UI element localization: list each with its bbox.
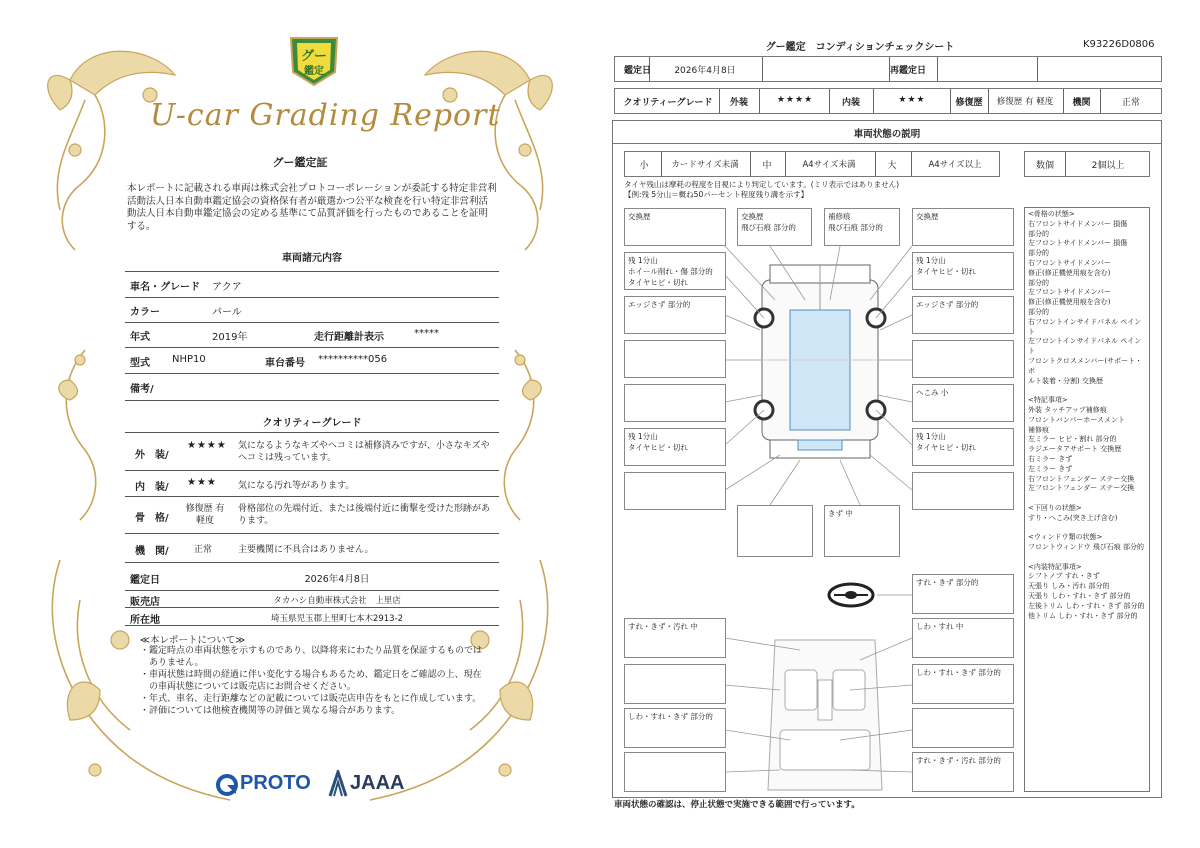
section-title: 車両状態の説明 xyxy=(853,129,921,140)
damage-box-int-right-3 xyxy=(912,708,1014,748)
damage-box-tire-rr: 残 1分山 タイヤヒビ・切れ xyxy=(912,428,1014,466)
damage-box-steering: すれ・きず 部分的 xyxy=(912,574,1014,614)
damage-box-int-right-2: しわ・すれ・きず 部分的 xyxy=(912,664,1014,704)
frame-value: 修復歴 有 軽度 xyxy=(185,504,225,526)
frame-desc: 骨格部位の先端付近、または後端付近に衝撃を受けた形跡があります。 xyxy=(238,504,491,526)
interior-stars: ★★★ xyxy=(187,477,217,488)
exterior-desc: 気になるようなキズやヘコミは補修済みですが、小さなキズやヘコミは残っています。 xyxy=(238,441,490,463)
damage-box-hood-right: 補修痕 飛び石痕 部分的 xyxy=(824,208,900,246)
engine-value: 正常 xyxy=(194,545,213,555)
ext-label: 外装 xyxy=(729,98,748,108)
year-label: 年式 xyxy=(130,332,150,343)
damage-box-right-5: へこみ 小 xyxy=(912,384,1014,422)
damage-box-int-left-4 xyxy=(624,752,726,792)
address-label: 所在地 xyxy=(130,615,160,626)
about-list xyxy=(140,645,490,717)
engine-desc: 主要機関に不具合はありません。 xyxy=(238,545,374,555)
damage-box-int-left-2 xyxy=(624,664,726,704)
chassis-label: 車台番号 xyxy=(265,358,305,369)
address-value: 埼玉県児玉郡上里町七本木2913-2 xyxy=(270,614,404,624)
certificate-subtitle: グー鑑定証 xyxy=(272,156,328,169)
damage-box-right-7 xyxy=(912,472,1014,510)
date-value: 2026年4月8日 xyxy=(304,574,370,585)
shop-label: 販売店 xyxy=(130,597,160,608)
sheet-title: グー鑑定 コンディションチェックシート xyxy=(765,42,955,53)
damage-box-int-left-1: すれ・きず・汚れ 中 xyxy=(624,618,726,658)
car-name-label: 車名・グレード xyxy=(130,282,200,293)
damage-box-left-7 xyxy=(624,472,726,510)
size-small-desc: カードサイズ未満 xyxy=(671,160,739,170)
size-mid-desc: A4サイズ未満 xyxy=(802,160,856,170)
quality-heading: クオリティーグレード xyxy=(262,418,362,429)
quality-grade-label: クオリティーグレード xyxy=(623,98,713,108)
about-item: ・ 年式、車名、走行距離などの記載については販売店申告をもとに作成しています。 xyxy=(140,694,482,704)
damage-box-rear-right: きず 中 xyxy=(824,505,900,557)
script-title: U-car Grading Report xyxy=(150,98,501,133)
size-large: 大 xyxy=(887,161,897,171)
mileage-label: 走行距離計表示 xyxy=(314,332,384,343)
interior-label: 内 装/ xyxy=(135,482,169,493)
year-value: 2019年 xyxy=(212,332,248,343)
damage-box-left-5 xyxy=(624,384,726,422)
frame-label: 骨 格/ xyxy=(135,513,169,524)
color-label: カラー xyxy=(130,307,160,318)
size-small: 小 xyxy=(639,161,649,171)
proto-logo: PROTO xyxy=(240,772,311,794)
damage-box-right-3: エッジさず 部分的 xyxy=(912,296,1014,334)
sheet-footer: 車両状態の確認は、停止状態で実施できる範囲で行っています。 xyxy=(614,800,860,810)
date-value: 2026年4月8日 xyxy=(674,66,736,76)
about-item: ・ 評価については他検査機関等の評価と異なる場合があります。 xyxy=(140,706,401,716)
jaaa-logo: JAAA xyxy=(350,772,405,794)
svg-text:グー: グー xyxy=(300,49,328,64)
tire-note-2: 【例:残 5分山＝概ね50パーセント程度残り溝を示す】 xyxy=(624,190,809,199)
chassis-value: **********056 xyxy=(318,354,388,365)
exterior-stars: ★★★★ xyxy=(187,440,227,451)
mileage-value: ***** xyxy=(414,328,439,339)
proto-logo-icon xyxy=(215,773,239,797)
model-label: 型式 xyxy=(130,358,150,369)
condition-check-sheet xyxy=(600,0,1200,848)
engine-value: 正常 xyxy=(1121,98,1140,108)
damage-box-left-4 xyxy=(624,340,726,378)
size-large-desc: A4サイズ以上 xyxy=(928,160,982,170)
damage-box-hood-left: 交換歴 飛び石痕 部分的 xyxy=(737,208,812,246)
goo-kantei-logo-icon xyxy=(287,30,341,88)
notes-label: 備考/ xyxy=(130,384,154,395)
size-mid: 中 xyxy=(762,161,772,171)
date-label: 鑑定日 xyxy=(624,66,652,76)
certificate-intro: 本レポートに記載される車両は株式会社プロトコーポレーションが委託する特定非営利活動法人日本自動車鑑定協会の資格保有者が厳選かつ公平な検査を行い特定非営利活動法人日本自動車鑑定協会の定める基準にて品質評価を行ったものであることを証明する。 xyxy=(127,183,497,232)
shop-value: タカハシ自動車株式会社 上里店 xyxy=(273,596,401,606)
about-item: ・ 車両状態は時間の経過に伴い変化する場合もあるため、鑑定日をご確認の上、現在の車両状態については販売店にお問合せください。 xyxy=(140,670,482,692)
engine-label: 機関 xyxy=(1072,98,1091,108)
color-value: パール xyxy=(212,307,242,318)
damage-box-left-3: エッジさず 部分的 xyxy=(624,296,726,334)
condition-notes: <骨格の状態> 右フロントサイドメンバー 損傷 部分的 左フロントサイドメンバー 損傷 部分的 右フロントサイドメンバー 修正(修正機使用痕を含む) 部分的 左フロントサイドメンバー 修正(修正機使用痕を含む) 部分的 右フロントインサイドパネル ペイント 左フロントインサイドパネル ペイント フロントクロスメンバー(サポート・ボ ルト装着・分割) 交換歴 <特記事項> 外装 タッチアップ補修痕 フロントバンパーホースメント 補修痕 左ミラー ヒビ・割れ 部分的 ラジエータアサポート 交換歴 右ミラー きず 左ミラー きず 右フロントフェンダー ステー交換 左フロントフェンダー ステー交換 <下回りの状態> すり・へこみ(突き上げ含む) <ウィンドウ類の状態> フロントウィンドウ 飛び石痕 部分的 <内装特記事項> シフトノブ すれ・きず 天張り しみ・汚れ 部分的 天張り しわ・すれ・きず 部分的 左後トリム しわ・すれ・きず 部分的 他トリム しわ・すれ・きず 部分的 xyxy=(1028,210,1145,620)
damage-box-int-right-1: しわ・すれ 中 xyxy=(912,618,1014,658)
damage-box-tire-fl: 残 1分山 ホイール削れ・傷 部分的 タイヤヒビ・切れ xyxy=(624,252,726,290)
int-label: 内装 xyxy=(841,98,860,108)
jaaa-logo-icon xyxy=(328,770,348,798)
specs-heading: 車両諸元内容 xyxy=(282,253,342,264)
interior-desc: 気になる汚れ等があります。 xyxy=(238,481,355,491)
count-desc: 2個以上 xyxy=(1091,161,1125,171)
redate-label: 再鑑定日 xyxy=(890,66,927,76)
exterior-label: 外 装/ xyxy=(135,450,169,461)
date-label: 鑑定日 xyxy=(130,575,160,586)
tire-note-1: タイヤ残山は摩耗の程度を目視により判定しています。(ミリ表示ではありません) xyxy=(624,180,900,189)
repair-label: 修復歴 xyxy=(955,98,983,108)
about-heading: ≪本レポートについて≫ xyxy=(140,635,246,646)
count-label: 数個 xyxy=(1035,161,1054,171)
about-item: ・ 鑑定時点の車両状態を示すものであり、以降将来にわたり品質を保証するものではありません。 xyxy=(140,646,483,668)
sheet-code: K93226D0806 xyxy=(1083,39,1155,50)
damage-box-front-right: 交換歴 xyxy=(912,208,1014,246)
damage-box-rear-left xyxy=(737,505,813,557)
damage-box-tire-rl: 残 1分山 タイヤヒビ・切れ xyxy=(624,428,726,466)
damage-box-right-4 xyxy=(912,340,1014,378)
damage-box-int-right-4: すれ・きず・汚れ 部分的 xyxy=(912,752,1014,792)
repair-value: 修復歴 有 軽度 xyxy=(996,97,1054,107)
damage-box-tire-fr: 残 1分山 タイヤヒビ・切れ xyxy=(912,252,1014,290)
damage-box-int-left-3: しわ・すれ・きず 部分的 xyxy=(624,708,726,748)
model-value: NHP10 xyxy=(172,354,206,365)
car-name-value: アクア xyxy=(212,282,242,293)
ext-stars: ★★★★ xyxy=(776,95,814,105)
svg-text:鑑定: 鑑定 xyxy=(304,66,324,77)
damage-box-front-left: 交換歴 xyxy=(624,208,726,246)
engine-label: 機 関/ xyxy=(135,546,169,557)
int-stars: ★★★ xyxy=(898,95,926,105)
